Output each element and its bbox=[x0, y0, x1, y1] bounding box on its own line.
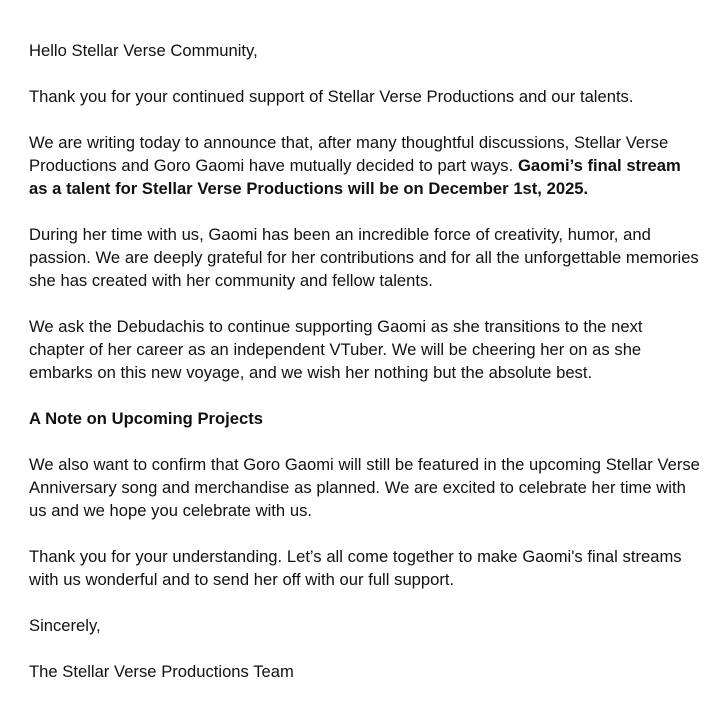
greeting: Hello Stellar Verse Community, bbox=[29, 41, 258, 60]
projects-paragraph: We also want to confirm that Goro Gaomi will still be featured in the upcoming Stellar Verse Anniversary song and merchandise as planned. We are excited to celebrate her time with us and we hope you celebrate with us. bbox=[29, 455, 700, 520]
closing-paragraph: Thank you for your understanding. Let’s all come together to make Gaomi's final streams with us wonderful and to send her off with our full support. bbox=[29, 547, 682, 589]
final-stream-date: Gaomi’s final stream as a talent for Stellar Verse Productions will be on December 1st, 2025. bbox=[29, 156, 681, 198]
signoff: Sincerely, bbox=[29, 616, 101, 635]
gratitude-paragraph: During her time with us, Gaomi has been an incredible force of creativity, humor, and passion. We are deeply grateful for her contributions and for all the unforgettable memories she has created with her community and fellow talents. bbox=[29, 225, 699, 290]
signature: The Stellar Verse Productions Team bbox=[29, 662, 294, 681]
projects-heading: A Note on Upcoming Projects bbox=[29, 409, 263, 428]
announcement-text: We are writing today to announce that, after many thoughtful discussions, Stellar Verse Productions and Goro Gaomi have mutually decided to part ways. bbox=[29, 133, 669, 175]
announcement-letter bbox=[29, 39, 701, 706]
request-paragraph: We ask the Debudachis to continue supporting Gaomi as she transitions to the next chapter of her career as an independent VTuber. We will be cheering her on as she embarks on this new voyage, and we wish her nothing but the absolute best. bbox=[29, 317, 643, 382]
thanks-paragraph: Thank you for your continued support of Stellar Verse Productions and our talents. bbox=[29, 87, 634, 106]
announcement-paragraph bbox=[29, 131, 701, 200]
